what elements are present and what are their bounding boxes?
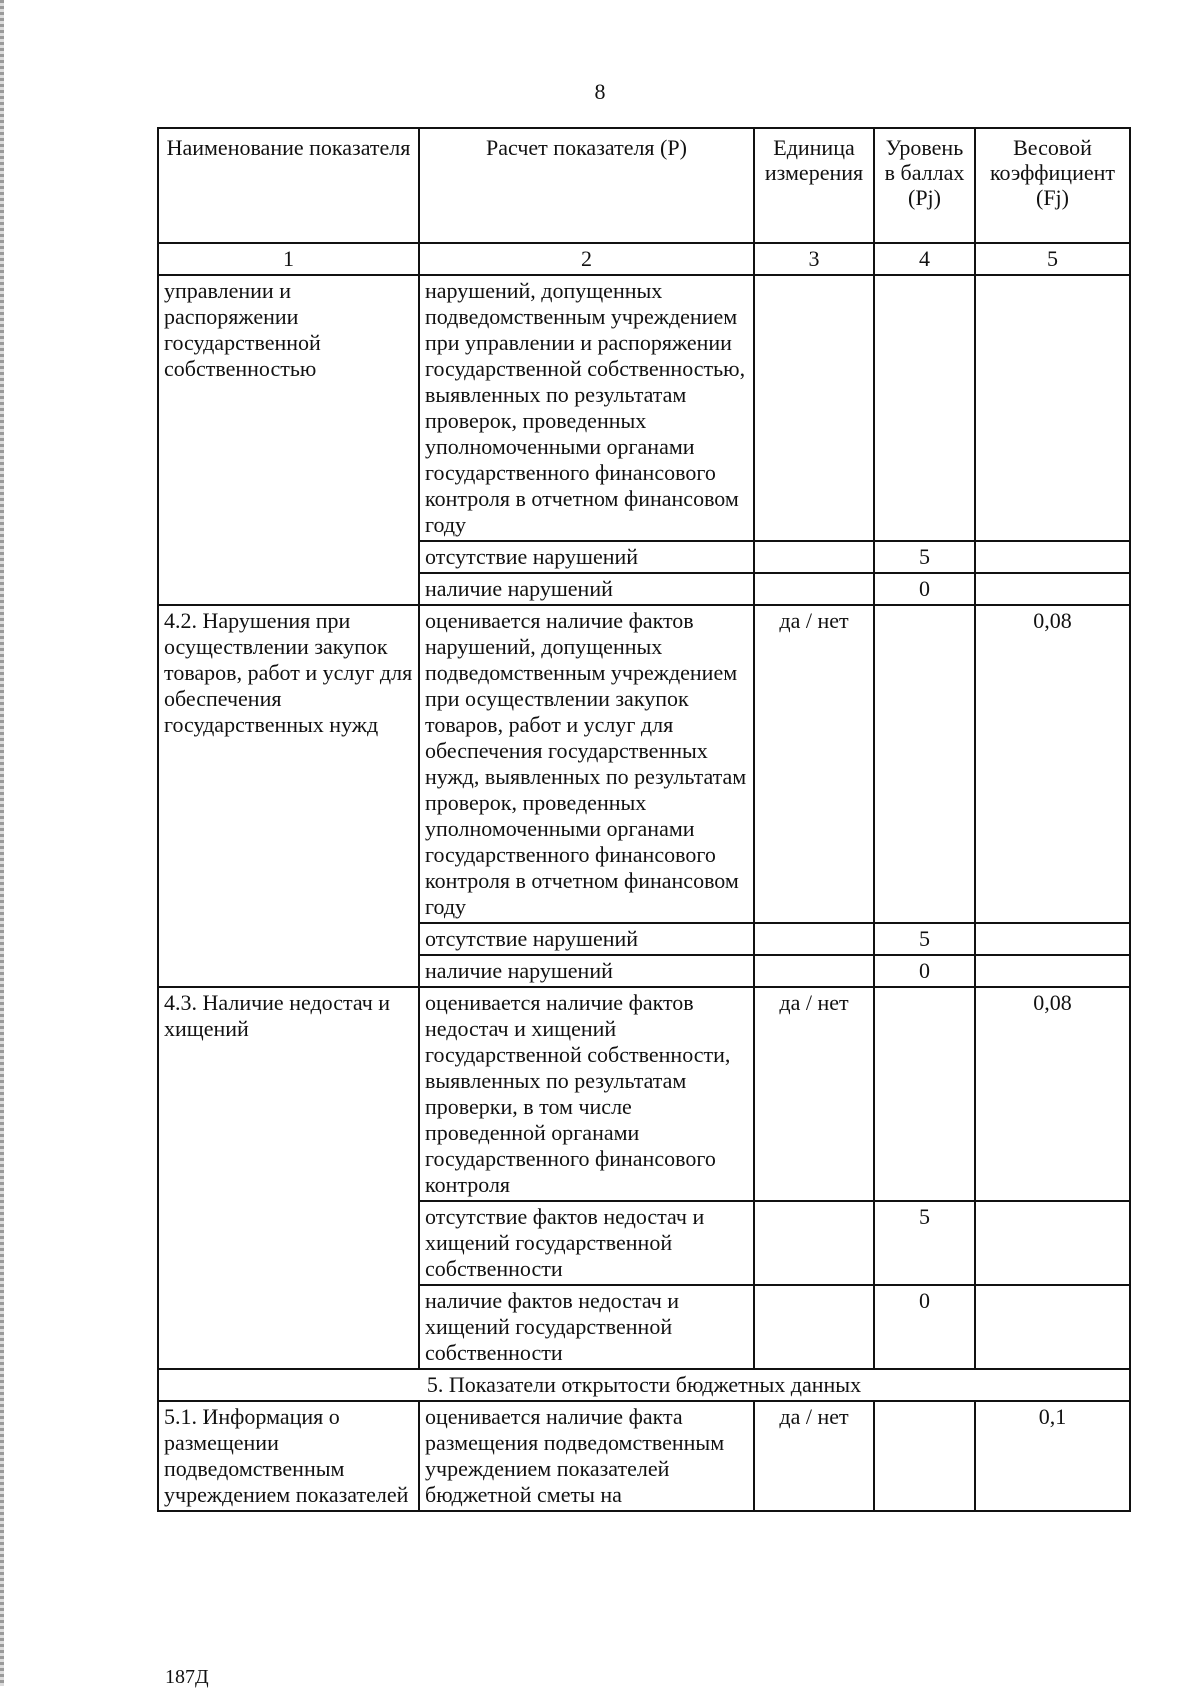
- table-row: [158, 605, 1130, 923]
- table-row: [158, 987, 1130, 1201]
- column-number: 1: [158, 243, 419, 275]
- option-text-cell: наличие нарушений: [419, 573, 754, 605]
- calculation-cell: оценивается наличие фактов недостач и хищений государственной собственности, выявленных по результатам проверки, в том числе проведенной органами государственного финансового контроля: [419, 987, 754, 1201]
- weight-cell: [975, 573, 1130, 605]
- calculation-cell: оценивается наличие фактов нарушений, допущенных подведомственным учреждением при осуществлении закупок товаров, работ и услуг для обеспечения государственных нужд, выявленных по результатам проверок, проведенных уполномоченными органами государственного финансового контроля в отчетном финансовом году: [419, 605, 754, 923]
- header-indicator-name: Наименование показателя: [158, 128, 419, 243]
- unit-cell: да / нет: [754, 987, 874, 1201]
- unit-cell: [754, 1201, 874, 1285]
- section-row: [158, 1369, 1130, 1401]
- unit-cell: да / нет: [754, 605, 874, 923]
- unit-cell: [754, 1285, 874, 1369]
- header-unit: Единица измерения: [754, 128, 874, 243]
- scan-edge: [0, 0, 4, 1686]
- document-code: 187Д: [165, 1666, 209, 1688]
- calculation-cell: оценивается наличие факта размещения подведомственным учреждением показателей бюджетной сметы на: [419, 1401, 754, 1511]
- table-header-row: [158, 128, 1130, 243]
- table-row: [158, 275, 1130, 541]
- option-text-cell: наличие фактов недостач и хищений государственной собственности: [419, 1285, 754, 1369]
- score-cell: 5: [874, 541, 975, 573]
- weight-cell: [975, 541, 1130, 573]
- weight-cell: [975, 923, 1130, 955]
- unit-cell: [754, 541, 874, 573]
- table-row: [158, 1401, 1130, 1511]
- score-cell: 0: [874, 955, 975, 987]
- header-score-level: Уровень в баллах (Pj): [874, 128, 975, 243]
- score-cell: 5: [874, 1201, 975, 1285]
- score-cell: 0: [874, 573, 975, 605]
- header-weight: Весовой коэффициент (Fj): [975, 128, 1130, 243]
- unit-cell: [754, 955, 874, 987]
- weight-cell: [975, 1285, 1130, 1369]
- unit-cell: [754, 275, 874, 541]
- unit-cell: да / нет: [754, 1401, 874, 1511]
- weight-cell: [975, 955, 1130, 987]
- column-number: 4: [874, 243, 975, 275]
- indicator-name-cell: 4.2. Нарушения при осуществлении закупок товаров, работ и услуг для обеспечения государственных нужд: [158, 605, 419, 987]
- option-text-cell: отсутствие нарушений: [419, 541, 754, 573]
- indicator-name-cell: 4.3. Наличие недостач и хищений: [158, 987, 419, 1369]
- section-heading: 5. Показатели открытости бюджетных данных: [158, 1369, 1130, 1401]
- page-number: 8: [594, 79, 606, 104]
- score-cell: [874, 275, 975, 541]
- calculation-cell: нарушений, допущенных подведомственным учреждением при управлении и распоряжении государственной собственностью, выявленных по результатам проверок, проведенных уполномоченными органами государственного финансового контроля в отчетном финансовом году: [419, 275, 754, 541]
- unit-cell: [754, 573, 874, 605]
- score-cell: [874, 1401, 975, 1511]
- weight-cell: 0,1: [975, 1401, 1130, 1511]
- weight-cell: [975, 1201, 1130, 1285]
- weight-cell: [975, 275, 1130, 541]
- column-number-row: [158, 243, 1130, 275]
- score-cell: 0: [874, 1285, 975, 1369]
- column-number: 2: [419, 243, 754, 275]
- column-number: 5: [975, 243, 1130, 275]
- score-cell: [874, 605, 975, 923]
- score-cell: [874, 987, 975, 1201]
- option-text-cell: отсутствие фактов недостач и хищений государственной собственности: [419, 1201, 754, 1285]
- option-text-cell: наличие нарушений: [419, 955, 754, 987]
- weight-cell: 0,08: [975, 987, 1130, 1201]
- header-calculation: Расчет показателя (Р): [419, 128, 754, 243]
- unit-cell: [754, 923, 874, 955]
- column-number: 3: [754, 243, 874, 275]
- option-text-cell: отсутствие нарушений: [419, 923, 754, 955]
- score-cell: 5: [874, 923, 975, 955]
- indicator-name-cell: 5.1. Информация о размещении подведомственным учреждением показателей: [158, 1401, 419, 1511]
- indicator-name-cell: управлении и распоряжении государственной собственностью: [158, 275, 419, 605]
- indicators-table: [157, 127, 1131, 1512]
- weight-cell: 0,08: [975, 605, 1130, 923]
